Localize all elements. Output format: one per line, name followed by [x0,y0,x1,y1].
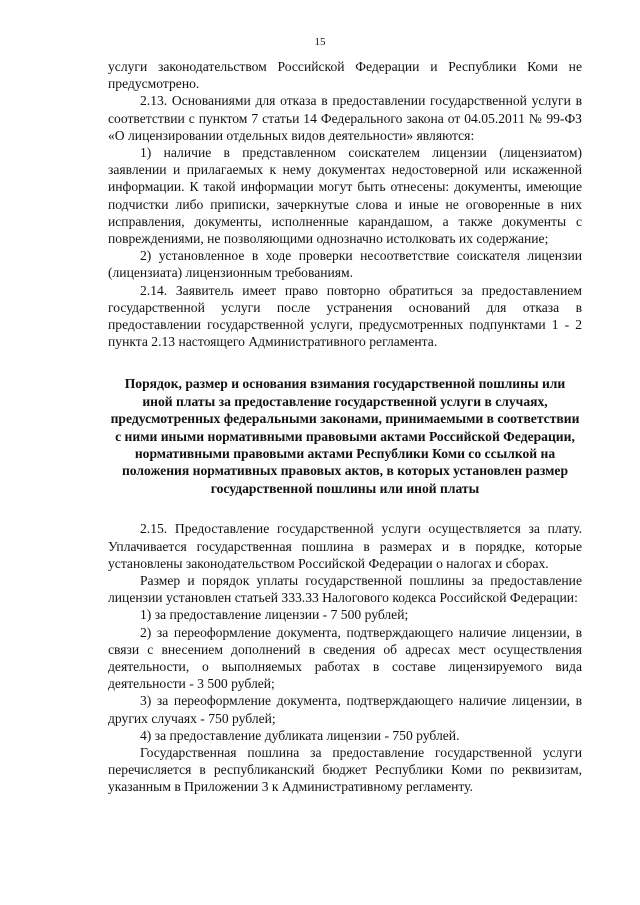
document-body [108,58,582,796]
paragraph-2-13-item-2: 2) установленное в ходе проверки несоответствие соискателя лицензии (лицензиата) лицензионным требованиям. [108,248,582,281]
page-number: 15 [314,36,326,48]
paragraph-2-13: 2.13. Основаниями для отказа в предоставлении государственной услуги в соответствии с пунктом 7 статьи 14 Федерального закона от 04.05.2011 № 99-ФЗ «О лицензировании отдельных видов деятельности» являются: [108,93,582,143]
paragraph-continuation: услуги законодательством Российской Федерации и Республики Коми не предусмотрено. [108,59,582,92]
paragraph-fee-item-1: 1) за предоставление лицензии - 7 500 рублей; [140,607,409,623]
paragraph-2-14: 2.14. Заявитель имеет право повторно обратиться за предоставлением государственной услуги после устранения оснований для отказа в предоставлении государственной услуги, предусмотренных подпунктами 1 - 2 пункта 2.13 настоящего Административного регламента. [108,282,582,350]
paragraph-fee-item-3: 3) за переоформление документа, подтверждающего наличие лицензии, в других случаях - 750 рублей; [108,693,582,726]
paragraph-fee-item-4: 4) за предоставление дубликата лицензии - 750 рублей. [140,727,460,743]
paragraph-2-13-item-1: 1) наличие в представленном соискателем лицензии (лицензиатом) заявлении и прилагаемых к нему документах недостоверной или искаженной информации. К такой информации могут быть отнесены: документы, имеющие подчистки либо приписки, зачеркнутые слова и иные не оговоренные в них исправления, документы, исполненные карандашом, а также документы с повреждениями, не позволяющими однозначно истолковать их содержание; [108,145,582,247]
paragraph-fee-intro: Размер и порядок уплаты государственной пошлины за предоставление лицензии установлен статьей 333.33 Налогового кодекса Российской Федерации: [108,572,582,606]
paragraph-fee-transfer: Государственная пошлина за предоставление государственной услуги перечисляется в республиканский бюджет Республики Коми по реквизитам, указанным в Приложении 3 к Административному регламенту. [108,744,582,795]
paragraph-2-15: 2.15. Предоставление государственной услуги осуществляется за плату. Уплачивается государственная пошлина в размерах и в порядке, которые установлены законодательством Российской Федерации о налогах и сборах. [108,521,582,571]
paragraph-fee-item-2: 2) за переоформление документа, подтверждающего наличие лицензии, в связи с внесением дополнений в сведения об адресах мест осуществления деятельности, о выполняемых работах в составе лицензируемого вида деятельности - 3 500 рублей; [108,624,582,692]
section-heading: Порядок, размер и основания взимания государственной пошлины или иной платы за предоставление государственной услуги в случаях, предусмотренных федеральными законами, принимаемыми в соответствии с ними иными нормативными правовыми актами Российской Федерации, нормативными правовыми актами Республики Коми со ссылкой на положения нормативных правовых актов, в которых установлен размер государственной пошлины или иной платы [110,376,580,496]
